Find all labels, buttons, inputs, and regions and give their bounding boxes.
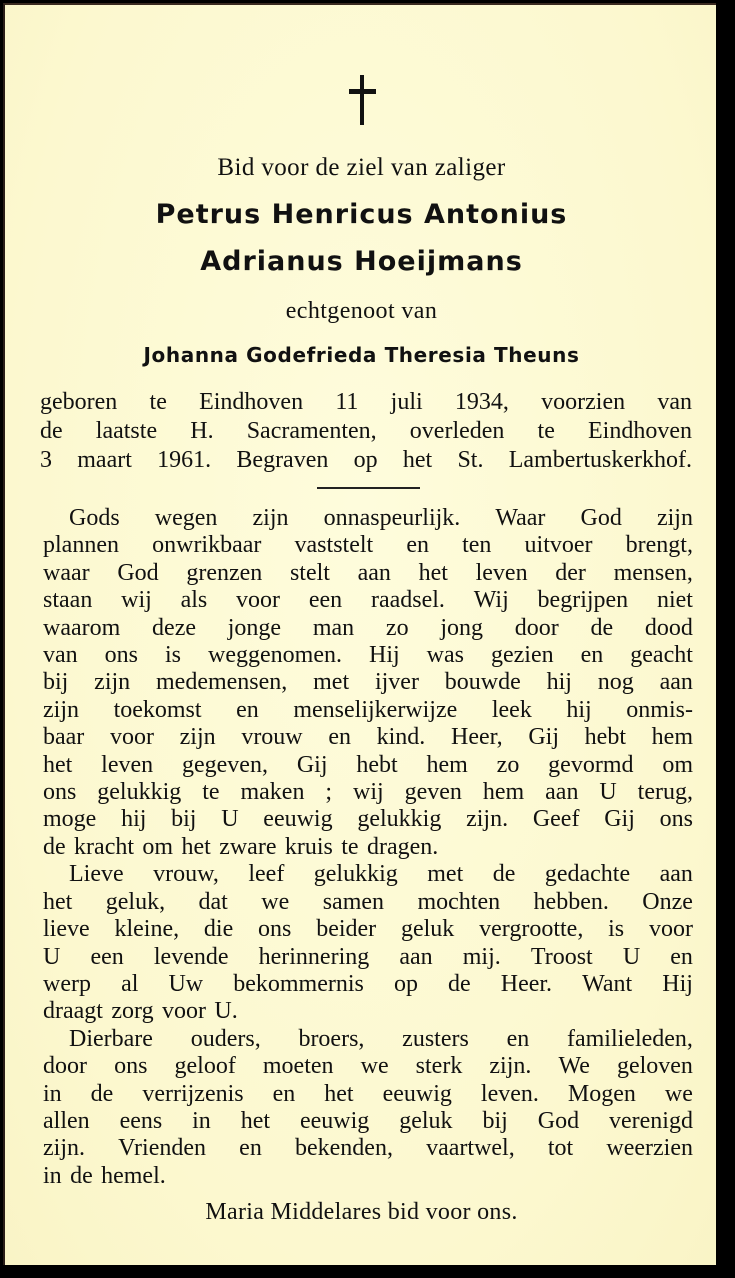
word: hebben. xyxy=(533,888,609,915)
body-line xyxy=(43,861,693,888)
word: niet xyxy=(656,587,693,614)
body-line xyxy=(43,971,693,998)
body-line xyxy=(43,697,693,724)
word: plannen xyxy=(43,532,119,559)
word: we xyxy=(261,888,290,915)
word: ons xyxy=(258,916,292,943)
word: ouders, xyxy=(190,1025,261,1052)
body-line xyxy=(43,916,693,943)
word: U xyxy=(43,943,61,970)
word: onmis- xyxy=(626,696,693,723)
word: in xyxy=(43,1162,62,1189)
body-line xyxy=(43,1053,693,1080)
body-line xyxy=(43,998,693,1025)
word: gelukkig xyxy=(357,806,442,833)
word: te xyxy=(341,833,359,860)
word: geluk xyxy=(399,1107,453,1134)
word: gedachte xyxy=(544,861,631,888)
word: hij xyxy=(566,696,592,723)
word: met xyxy=(427,861,464,888)
word: leef xyxy=(248,861,285,888)
word: staan xyxy=(43,587,93,614)
word: Hij xyxy=(662,970,693,997)
word: medemensen, xyxy=(156,669,288,696)
word: God xyxy=(117,559,159,586)
word: hij xyxy=(121,806,147,833)
word: U xyxy=(599,779,617,806)
word: Wij xyxy=(473,587,509,614)
word: om xyxy=(662,751,693,778)
word: onnaspeurlijk. xyxy=(323,505,461,531)
spouse-label: echtgenoot van xyxy=(285,298,438,324)
body-line xyxy=(43,1108,693,1135)
deceased-name-line-2: Adrianus Hoeijmans xyxy=(200,246,523,277)
word: Troost xyxy=(530,943,593,970)
word: deze xyxy=(152,614,197,641)
word: de xyxy=(492,861,516,888)
word: geloof xyxy=(174,1053,236,1080)
memorial-card xyxy=(3,3,716,1265)
word: bij xyxy=(482,1107,508,1134)
word: zijn xyxy=(94,669,131,696)
word: door xyxy=(514,614,559,641)
word: hemel. xyxy=(101,1162,166,1189)
body-line xyxy=(43,642,693,669)
bio-line: de laatste H. Sacramenten, overleden te Eindhoven xyxy=(40,418,692,444)
word: kracht xyxy=(74,833,135,860)
word: in xyxy=(192,1107,211,1134)
word: Dierbare xyxy=(69,1025,153,1052)
word: en xyxy=(272,1080,296,1107)
word: man xyxy=(312,614,355,641)
word: geloven xyxy=(616,1053,693,1080)
word: stelt xyxy=(289,559,330,586)
word: wij xyxy=(353,779,384,806)
word: U xyxy=(221,806,239,833)
word: eens xyxy=(119,1107,163,1134)
word: toekomst xyxy=(113,696,202,723)
word: vrouw, xyxy=(153,861,219,888)
closing-prayer: Maria Middelares bid voor ons. xyxy=(205,1199,518,1225)
word: verenigd xyxy=(609,1107,693,1134)
divider xyxy=(317,487,420,489)
body-line xyxy=(43,669,693,696)
word: Uw xyxy=(168,970,204,997)
word: moge xyxy=(43,806,97,833)
word: kruis xyxy=(284,833,333,860)
word: en xyxy=(328,724,351,751)
word: we xyxy=(360,1053,389,1080)
body-line xyxy=(43,1081,693,1108)
word: waar xyxy=(43,559,90,586)
word: het xyxy=(240,1107,271,1134)
word: zijn. xyxy=(466,806,509,833)
word: samen xyxy=(322,888,385,915)
word: ten xyxy=(462,532,492,559)
word: waarom xyxy=(43,614,121,641)
word: zijn. xyxy=(489,1053,532,1080)
body-line xyxy=(43,615,693,642)
word: die xyxy=(203,916,234,943)
body-line xyxy=(43,779,693,806)
word: We xyxy=(558,1053,590,1080)
word: door xyxy=(43,1053,87,1080)
word: als xyxy=(180,587,208,614)
word: onwrikbaar xyxy=(152,532,262,559)
word: een xyxy=(90,943,124,970)
word: aan xyxy=(659,861,693,888)
word: leven. xyxy=(480,1080,539,1107)
word: hem xyxy=(482,779,525,806)
word: ons xyxy=(659,806,693,833)
word: de xyxy=(43,833,66,860)
word: en xyxy=(506,1025,530,1052)
word: het xyxy=(181,833,211,860)
word: ons xyxy=(114,1053,148,1080)
word: vergrootte, xyxy=(479,916,584,943)
word: tot xyxy=(547,1135,574,1162)
body-line xyxy=(43,1026,693,1053)
word: geluk xyxy=(400,916,455,943)
word: mij. xyxy=(462,943,501,970)
word: al xyxy=(121,970,139,997)
bio-line: geboren te Eindhoven 11 juli 1934, voorzien van xyxy=(40,389,692,415)
body-line xyxy=(43,752,693,779)
word: bouwde xyxy=(444,669,521,696)
word: zijn xyxy=(656,505,693,531)
word: om xyxy=(142,833,174,860)
word: vaststelt xyxy=(294,532,374,559)
word: jonge xyxy=(227,614,282,641)
word: leven xyxy=(475,559,528,586)
word: werp xyxy=(43,970,91,997)
word: Gij xyxy=(296,751,328,778)
word: allen xyxy=(43,1107,90,1134)
word: mochten xyxy=(417,888,501,915)
word: levende xyxy=(153,943,229,970)
word: en xyxy=(236,696,259,723)
body-line xyxy=(43,532,693,559)
word: Gij xyxy=(528,724,559,751)
word: verrijzenis xyxy=(142,1080,244,1107)
word: hebt xyxy=(584,724,626,751)
word: aan xyxy=(399,943,433,970)
word: hem xyxy=(651,724,693,751)
spouse-name: Johanna Godefrieda Theresia Theuns xyxy=(143,343,580,367)
word: maken xyxy=(240,779,305,806)
word: hebt xyxy=(356,751,398,778)
word: hem xyxy=(426,751,468,778)
word: in xyxy=(43,1080,62,1107)
word: herinnering xyxy=(258,943,370,970)
word: voor xyxy=(161,998,206,1025)
word: geven xyxy=(404,779,462,806)
word: bekenden, xyxy=(294,1135,393,1162)
word: bij xyxy=(43,669,69,696)
word: Want xyxy=(582,970,633,997)
word: en xyxy=(406,532,429,559)
word: geacht xyxy=(630,642,693,669)
word: weerzien xyxy=(606,1135,693,1162)
body-line xyxy=(43,560,693,587)
cross-icon xyxy=(349,75,377,125)
word: te xyxy=(202,779,220,806)
word: dat xyxy=(198,888,228,915)
word: U. xyxy=(214,998,238,1025)
word: draagt xyxy=(43,998,103,1025)
word: begrijpen xyxy=(537,587,629,614)
word: Waar xyxy=(495,505,546,531)
word: zijn xyxy=(179,724,216,751)
word: gelukkig xyxy=(313,861,398,888)
word: der xyxy=(555,559,586,586)
word: bij xyxy=(171,806,197,833)
word: geluk, xyxy=(105,888,166,915)
word: zijn xyxy=(43,696,79,723)
word: beider xyxy=(316,916,377,943)
word: broers, xyxy=(298,1025,365,1052)
word: eeuwig xyxy=(382,1080,452,1107)
word: zo xyxy=(385,614,409,641)
word: vrouw xyxy=(241,724,303,751)
word: grenzen xyxy=(186,559,263,586)
word: sterk xyxy=(415,1053,463,1080)
word: nog xyxy=(597,669,634,696)
body-line xyxy=(43,1135,693,1162)
word: de xyxy=(90,1080,114,1107)
word: menselijkerwijze xyxy=(293,696,458,723)
word: ons xyxy=(104,642,138,669)
word: eeuwig xyxy=(299,1107,370,1134)
body-line xyxy=(43,724,693,751)
word: bekommernis xyxy=(233,970,364,997)
word: ons xyxy=(43,779,77,806)
memorial-text xyxy=(43,505,693,1190)
word: aan xyxy=(545,779,579,806)
word: was xyxy=(426,642,464,669)
word: God xyxy=(580,505,622,531)
word: is xyxy=(608,916,625,943)
word: Onze xyxy=(642,888,693,915)
word: het xyxy=(43,888,73,915)
word: wij xyxy=(121,587,152,614)
word: dragen. xyxy=(366,833,439,860)
word: terug, xyxy=(637,779,693,806)
word: Hij xyxy=(368,642,400,669)
word: uitvoer xyxy=(524,532,593,559)
deceased-name-line-1: Petrus Henricus Antonius xyxy=(155,199,568,230)
body-line xyxy=(43,587,693,614)
body-line xyxy=(43,505,693,532)
word: baar xyxy=(43,724,85,751)
word: het xyxy=(324,1080,354,1107)
word: voor xyxy=(109,724,154,751)
word: Vrienden xyxy=(118,1135,207,1162)
word: zusters xyxy=(402,1025,469,1052)
word: Gij xyxy=(604,806,635,833)
word: de xyxy=(590,614,614,641)
word: we xyxy=(664,1080,693,1107)
word: gevormd xyxy=(548,751,634,778)
word: zo xyxy=(496,751,520,778)
word: van xyxy=(43,642,78,669)
word: op xyxy=(393,970,418,997)
word: mensen, xyxy=(613,559,693,586)
bio-line: 3 maart 1961. Begraven op het St. Lambertuskerkhof. xyxy=(40,447,692,473)
word: voor xyxy=(648,916,693,943)
word: moeten xyxy=(262,1053,334,1080)
word: en xyxy=(580,642,604,669)
word: leek xyxy=(491,696,532,723)
word: dood xyxy=(644,614,693,641)
word: en xyxy=(239,1135,262,1162)
word: zijn. xyxy=(43,1135,85,1162)
word: met xyxy=(313,669,350,696)
body-line xyxy=(43,944,693,971)
word: Heer. xyxy=(500,970,553,997)
body-line xyxy=(43,834,693,861)
word: leven xyxy=(101,751,154,778)
word: is xyxy=(165,642,182,669)
word: familieleden, xyxy=(566,1025,693,1052)
word: het xyxy=(418,559,448,586)
word: de xyxy=(448,970,471,997)
prayer-intro: Bid voor de ziel van zaliger xyxy=(217,154,506,181)
word: lieve xyxy=(43,916,90,943)
word: Mogen xyxy=(567,1080,636,1107)
word: en xyxy=(670,943,693,970)
word: ijver xyxy=(374,669,419,696)
body-line xyxy=(43,806,693,833)
word: kleine, xyxy=(114,916,180,943)
word: U xyxy=(622,943,641,970)
word: God xyxy=(537,1107,580,1134)
body-line xyxy=(43,1163,693,1190)
word: raadsel. xyxy=(370,587,445,614)
word: zware xyxy=(219,833,277,860)
word: een xyxy=(308,587,343,614)
word: gelukkig xyxy=(97,779,182,806)
word: voor xyxy=(236,587,281,614)
word: jong xyxy=(440,614,483,641)
biography xyxy=(40,388,692,475)
word: ; xyxy=(325,779,333,806)
word: weggenomen. xyxy=(208,642,342,669)
word: brengt, xyxy=(625,532,693,559)
word: eeuwig xyxy=(263,806,333,833)
word: Heer, xyxy=(450,724,503,751)
word: Geef xyxy=(532,806,580,833)
word: vaartwel, xyxy=(426,1135,515,1162)
word: Gods xyxy=(69,505,120,531)
word: aan xyxy=(659,669,693,696)
word: wegen xyxy=(154,505,218,531)
word: hij xyxy=(546,669,572,696)
word: gezien xyxy=(490,642,554,669)
word: aan xyxy=(357,559,391,586)
word: zorg xyxy=(111,998,154,1025)
word: Lieve xyxy=(69,861,124,888)
word: het xyxy=(43,751,73,778)
word: gegeven, xyxy=(182,751,268,778)
body-line xyxy=(43,889,693,916)
word: zijn xyxy=(252,505,289,531)
word: kind. xyxy=(376,724,426,751)
word: de xyxy=(70,1162,93,1189)
